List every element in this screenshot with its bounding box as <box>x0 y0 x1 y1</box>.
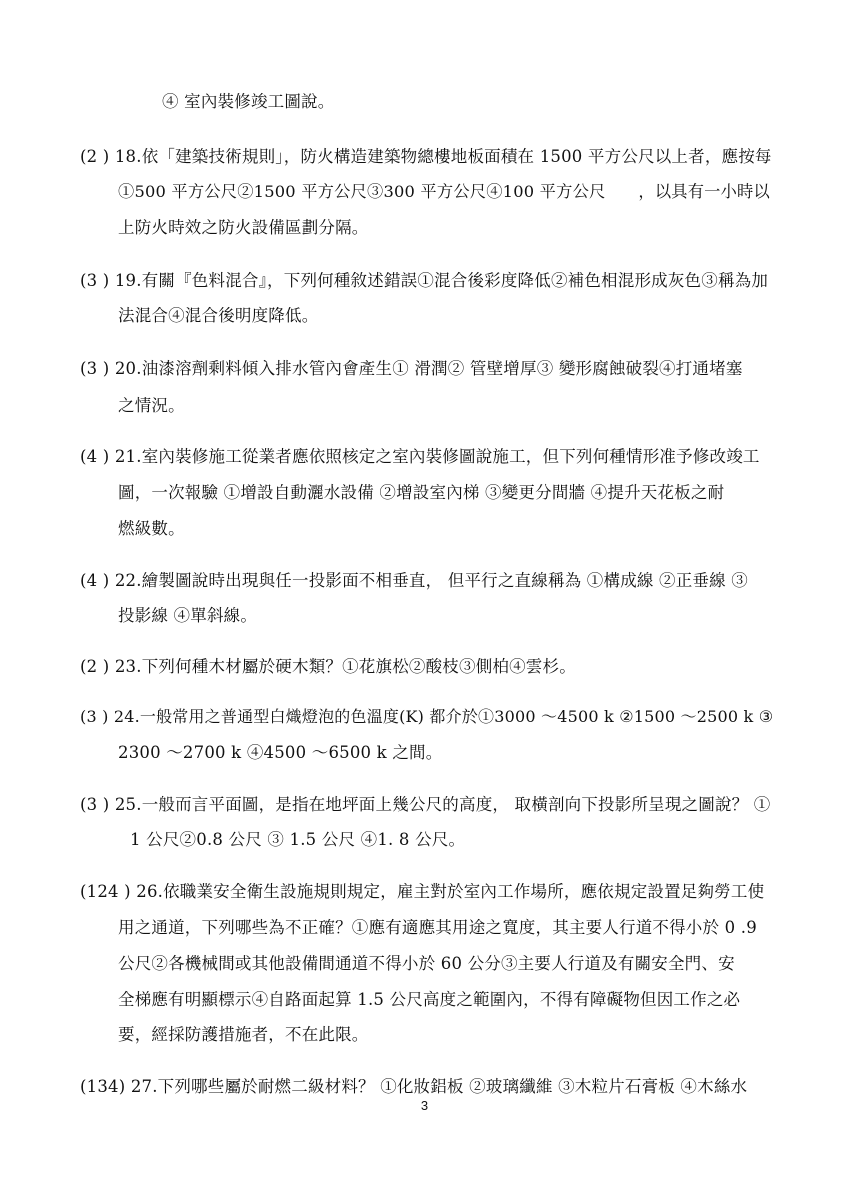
text-line: 上防火時效之防火設備區劃分隔。 <box>118 218 369 237</box>
text-line: 公尺②各機械間或其他設備間通道不得小於 60 公分③主要人行道及有關安全門、安 <box>118 954 735 973</box>
text-line: 法混合④混合後明度降低。 <box>118 306 319 325</box>
question-26: (124 ) 26.依職業安全衛生設施規則規定，雇主對於室內工作場所，應依規定設置足夠勞工使 <box>80 882 765 901</box>
text-line: 之情況。 <box>118 396 185 415</box>
question-20: (3 ) 20.油漆溶劑剩料傾入排水管內會產生① 滑潤② 管壁增厚③ 變形腐蝕破裂④打通堵塞 <box>80 359 743 378</box>
text-line: ①500 平方公尺②1500 平方公尺③300 平方公尺④100 平方公尺 ，以具有一小時以 <box>118 182 770 201</box>
question-18: (2 ) 18.依「建築技術規則」，防火構造建築物總樓地板面積在 1500 平方公尺以上者，應按每 <box>80 147 772 166</box>
text-line: 要，經採防護措施者，不在此限。 <box>118 1025 369 1044</box>
question-22: (4 ) 22.繪製圖說時出現與任一投影面不相垂直， 但平行之直線稱為 ①構成線 ②正垂線 ③ <box>80 571 748 590</box>
question-19: (3 ) 19.有關『色料混合』，下列何種敘述錯誤①混合後彩度降低②補色相混形成灰色③稱為加 <box>80 271 769 290</box>
question-24: (3 ) 24.一般常用之普通型白熾燈泡的色溫度(K) 都介於①3000 ～4500 k ②1500 ～2500 k ③ <box>80 707 774 726</box>
question-25: (3 ) 25.一般而言平面圖，是指在地坪面上幾公尺的高度， 取橫剖向下投影所呈現之圖說？ ① <box>80 795 771 814</box>
text-line: ④ 室內裝修竣工圖說。 <box>162 92 335 111</box>
question-27: (134) 27.下列哪些屬於耐燃二級材料？ ①化妝鋁板 ②玻璃纖維 ③木粒片石膏板 ④木絲水 <box>80 1077 748 1096</box>
text-line: 全梯應有明顯標示④自路面起算 1.5 公尺高度之範圍內，不得有障礙物但因工作之必 <box>118 990 741 1009</box>
question-21: (4 ) 21.室內裝修施工從業者應依照核定之室內裝修圖說施工，但下列何種情形准予修改竣工 <box>80 447 760 466</box>
text-line: 圖，一次報驗 ①增設自動灑水設備 ②增設室內梯 ③變更分間牆 ④提升天花板之耐 <box>118 483 725 502</box>
text-line: 1 公尺②0.8 公尺 ③ 1.5 公尺 ④1. 8 公尺。 <box>130 830 466 849</box>
text-line: 燃級數。 <box>118 519 185 538</box>
question-23: (2 ) 23.下列何種木材屬於硬木類？①花旗松②酸枝③側柏④雲杉。 <box>80 657 576 676</box>
text-line: 2300 ～2700 k ④4500 ～6500 k 之間。 <box>118 743 443 762</box>
page-number: 3 <box>420 1098 429 1113</box>
text-line: 投影線 ④單斜線。 <box>118 606 258 625</box>
text-line: 用之通道，下列哪些為不正確？①應有適應其用途之寬度，其主要人行道不得小於 0 .9 <box>118 918 757 937</box>
